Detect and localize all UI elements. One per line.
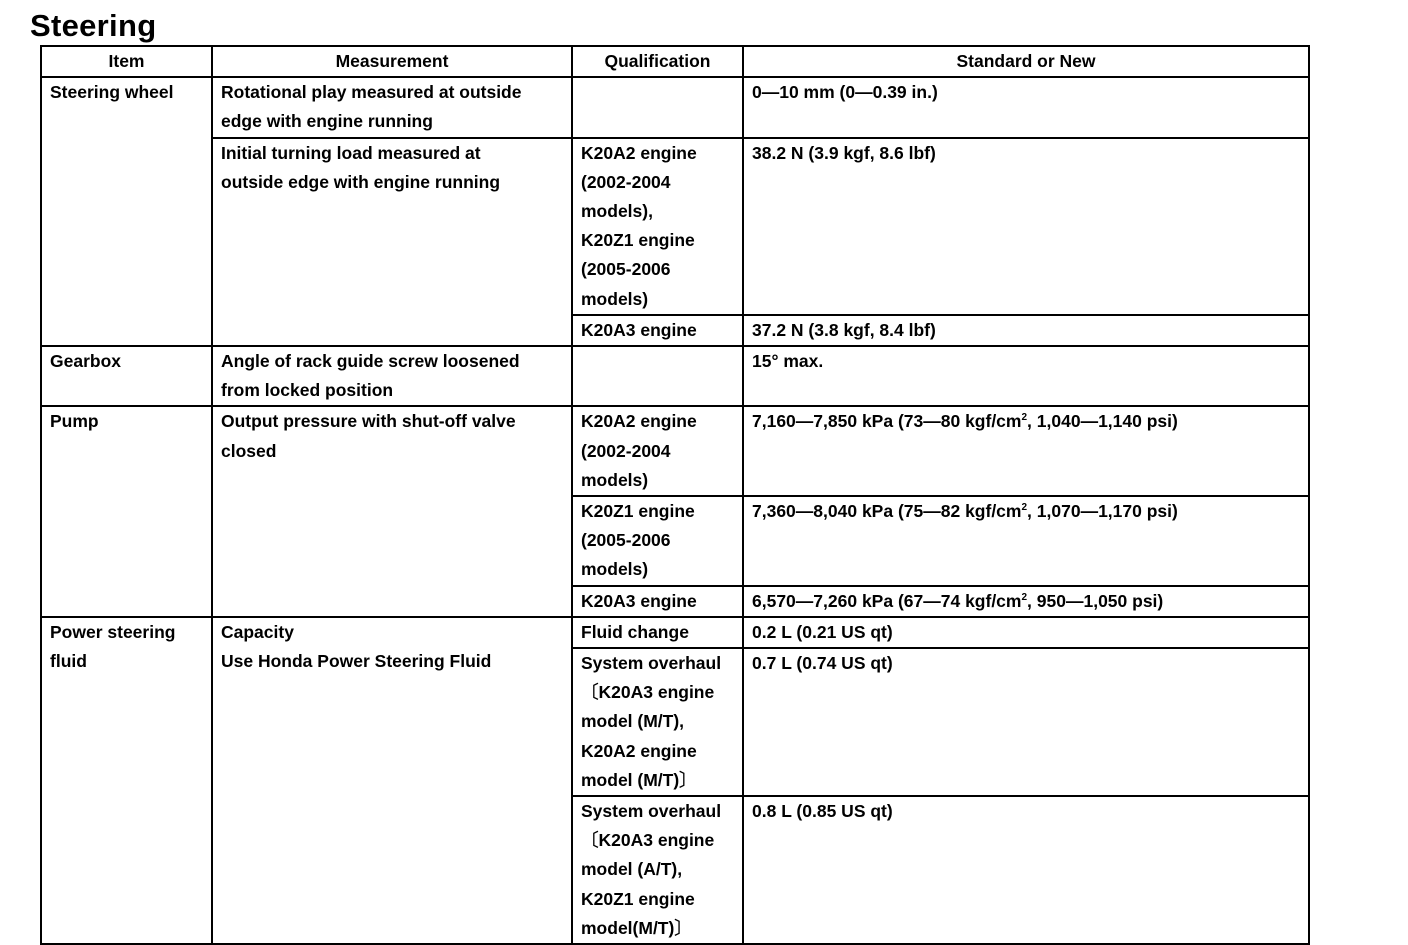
qualification-cell: K20Z1 engine (2005-2006 models) [572,496,743,586]
qualification-cell: K20A2 engine (2002-2004 models) [572,406,743,496]
page-title: Steering [30,8,157,43]
standard-text: 7,160—7,850 kPa (73—80 kgf/cm [752,411,1022,432]
qualification-cell: System overhaul 〔K20A3 engine model (A/T), K20Z1 engine model(M/T)〕 [572,796,743,944]
measurement-cell: Initial turning load measured at outside edge with engine running [212,138,572,346]
qualification-cell [572,77,743,137]
measurement-cell: Capacity Use Honda Power Steering Fluid [212,617,572,944]
superscript: 2 [1021,412,1028,424]
standard-cell: 15° max. [743,346,1309,406]
header-item: Item [41,46,212,77]
table-row [41,346,1309,406]
standard-cell [743,586,1309,617]
standard-text: 7,360—8,040 kPa (75—82 kgf/cm [752,501,1022,522]
superscript: 2 [1021,502,1028,514]
table-row [41,617,1309,648]
qualification-cell: K20A3 engine [572,315,743,346]
standard-text: , 950—1,050 psi) [1027,590,1164,611]
item-cell: Steering wheel [41,77,212,346]
table-row [41,77,1309,137]
standard-cell [743,496,1309,586]
standard-cell [743,406,1309,496]
qualification-cell: Fluid change [572,617,743,648]
header-qualification: Qualification [572,46,743,77]
standard-cell: 38.2 N (3.9 kgf, 8.6 lbf) [743,138,1309,315]
header-row [41,46,1309,77]
standard-text: 6,570—7,260 kPa (67—74 kgf/cm [752,590,1022,611]
header-standard: Standard or New [743,46,1309,77]
superscript: 2 [1021,591,1028,603]
standard-cell: 0.8 L (0.85 US qt) [743,796,1309,944]
standard-text: , 1,070—1,170 psi) [1027,501,1178,522]
standard-cell: 0—10 mm (0—0.39 in.) [743,77,1309,137]
standard-text: , 1,040—1,140 psi) [1027,411,1178,432]
standard-cell: 0.7 L (0.74 US qt) [743,648,1309,796]
steering-spec-table [40,45,1310,945]
standard-cell: 37.2 N (3.8 kgf, 8.4 lbf) [743,315,1309,346]
table-row [41,406,1309,496]
qualification-cell: K20A3 engine [572,586,743,617]
standard-cell: 0.2 L (0.21 US qt) [743,617,1309,648]
measurement-cell: Rotational play measured at outside edge with engine running [212,77,572,137]
header-measurement: Measurement [212,46,572,77]
measurement-cell: Angle of rack guide screw loosened from locked position [212,346,572,406]
item-cell: Gearbox [41,346,212,406]
qualification-cell [572,346,743,406]
qualification-cell: K20A2 engine (2002-2004 models), K20Z1 engine (2005-2006 models) [572,138,743,315]
qualification-cell: System overhaul 〔K20A3 engine model (M/T), K20A2 engine model (M/T)〕 [572,648,743,796]
item-cell: Power steering fluid [41,617,212,944]
measurement-cell: Output pressure with shut-off valve closed [212,406,572,616]
item-cell: Pump [41,406,212,616]
table-row [41,138,1309,315]
